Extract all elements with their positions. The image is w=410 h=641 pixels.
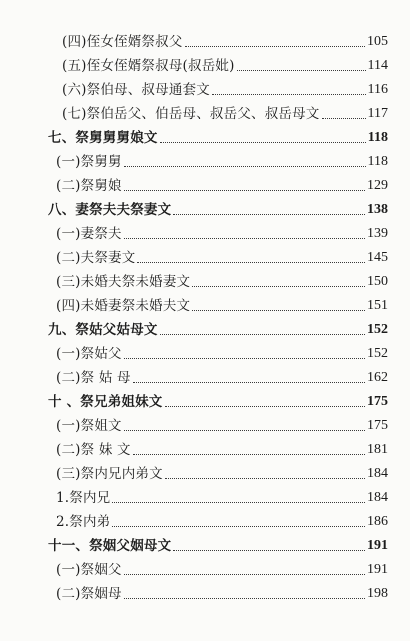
toc-entry-title: 十一、祭姻父姻母文	[48, 538, 172, 554]
toc-entry-page: 105	[367, 34, 388, 49]
toc-entry-title: (七)祭伯岳父、伯岳母、叔岳父、叔岳母文	[62, 106, 320, 122]
dot-leader	[124, 358, 365, 359]
toc-entry-page: 191	[367, 538, 388, 553]
toc-entry-title: (二)祭舅娘	[56, 178, 122, 194]
toc-entry-page: 175	[367, 418, 388, 433]
toc-entry-title: (一)祭姐文	[56, 418, 122, 434]
toc-entry-title: (二)夫祭妻文	[56, 250, 136, 266]
dot-leader	[124, 574, 365, 575]
toc-entry-page: 181	[367, 442, 388, 457]
toc-entry[interactable]	[62, 75, 388, 99]
toc-entry[interactable]	[56, 411, 388, 435]
toc-entry-page: 114	[367, 58, 388, 73]
toc-entry-title: 十 、祭兄弟姐妹文	[48, 394, 163, 410]
toc-entry-page: 145	[367, 250, 388, 265]
dot-leader	[185, 46, 365, 47]
dot-leader	[165, 406, 366, 407]
toc-chapter-entry[interactable]	[48, 195, 388, 219]
toc-entry-title: (一)妻祭夫	[56, 226, 122, 242]
toc-entry-page: 138	[367, 202, 388, 217]
toc-entry-title: (四)侄女侄婿祭叔父	[62, 34, 183, 50]
toc-entry-page: 118	[367, 154, 388, 169]
toc-entry-page: 150	[367, 274, 388, 289]
dot-leader	[124, 238, 365, 239]
toc-entry[interactable]	[56, 291, 388, 315]
toc-entry-title: 1.祭内兄	[56, 490, 111, 506]
dot-leader	[173, 214, 365, 215]
toc-entry-title: (三)祭内兄内弟文	[56, 466, 163, 482]
toc-entry-page: 162	[367, 370, 388, 385]
toc-entry-title: 八、妻祭夫夫祭妻文	[48, 202, 172, 218]
toc-entry-page: 129	[367, 178, 388, 193]
toc-entry-page: 151	[367, 298, 388, 313]
toc-entry-page: 175	[367, 394, 388, 409]
toc-entry-page: 186	[367, 514, 388, 529]
toc-entry[interactable]	[56, 267, 388, 291]
toc-entry[interactable]	[56, 219, 388, 243]
toc-entry-page: 139	[367, 226, 388, 241]
toc-entry[interactable]	[62, 99, 388, 123]
dot-leader	[237, 70, 366, 71]
toc-chapter-entry[interactable]	[48, 531, 388, 555]
toc-entry-page: 152	[367, 346, 388, 361]
dot-leader	[192, 286, 365, 287]
toc-entry-page: 198	[367, 586, 388, 601]
toc-entry-title: (二)祭 姑 母	[56, 370, 131, 386]
dot-leader	[112, 502, 365, 503]
toc-chapter-entry[interactable]	[48, 123, 388, 147]
toc-entry-page: 184	[367, 466, 388, 481]
toc-entry[interactable]	[56, 435, 388, 459]
toc-entry-title: (五)侄女侄婿祭叔母(叔岳妣)	[62, 58, 235, 74]
toc-entry-title: 七、祭舅舅舅娘文	[48, 130, 158, 146]
toc-entry-title: (一)祭姻父	[56, 562, 122, 578]
toc-entry[interactable]	[56, 507, 388, 531]
dot-leader	[124, 190, 365, 191]
toc-entry[interactable]	[56, 459, 388, 483]
dot-leader	[322, 118, 366, 119]
toc-entry-page: 184	[367, 490, 388, 505]
dot-leader	[192, 310, 365, 311]
toc-entry[interactable]	[56, 339, 388, 363]
toc-entry-page: 191	[367, 562, 388, 577]
toc-entry[interactable]	[62, 27, 388, 51]
dot-leader	[137, 262, 365, 263]
toc-chapter-entry[interactable]	[48, 315, 388, 339]
toc-entry[interactable]	[56, 147, 388, 171]
dot-leader	[160, 142, 366, 143]
dot-leader	[124, 166, 366, 167]
toc-entry-page: 116	[367, 82, 388, 97]
toc-entry[interactable]	[56, 579, 388, 603]
toc-entry[interactable]	[56, 171, 388, 195]
toc-entry-title: (六)祭伯母、叔母通套文	[62, 82, 210, 98]
toc-entry-page: 118	[367, 130, 388, 145]
dot-leader	[124, 598, 365, 599]
toc-entry-title: (二)祭 妹 文	[56, 442, 131, 458]
toc-entry-title: (一)祭舅舅	[56, 154, 122, 170]
dot-leader	[212, 94, 366, 95]
toc-chapter-entry[interactable]	[48, 387, 388, 411]
toc-entry[interactable]	[56, 483, 388, 507]
toc-entry-page: 152	[367, 322, 388, 337]
toc-entry[interactable]	[56, 363, 388, 387]
dot-leader	[133, 382, 365, 383]
dot-leader	[160, 334, 365, 335]
toc-entry-page: 117	[367, 106, 388, 121]
toc-entry-title: (四)未婚妻祭未婚夫文	[56, 298, 191, 314]
toc-entry-title: 2.祭内弟	[56, 514, 111, 530]
toc-entry-title: (二)祭姻母	[56, 586, 122, 602]
dot-leader	[133, 454, 365, 455]
toc-entry[interactable]	[56, 555, 388, 579]
toc-entry-title: 九、祭姑父姑母文	[48, 322, 158, 338]
dot-leader	[124, 430, 365, 431]
toc-entry-title: (三)未婚夫祭未婚妻文	[56, 274, 191, 290]
dot-leader	[165, 478, 365, 479]
toc-entry-title: (一)祭姑父	[56, 346, 122, 362]
dot-leader	[112, 526, 365, 527]
dot-leader	[173, 550, 365, 551]
toc-entry[interactable]	[62, 51, 388, 75]
toc-entry[interactable]	[56, 243, 388, 267]
